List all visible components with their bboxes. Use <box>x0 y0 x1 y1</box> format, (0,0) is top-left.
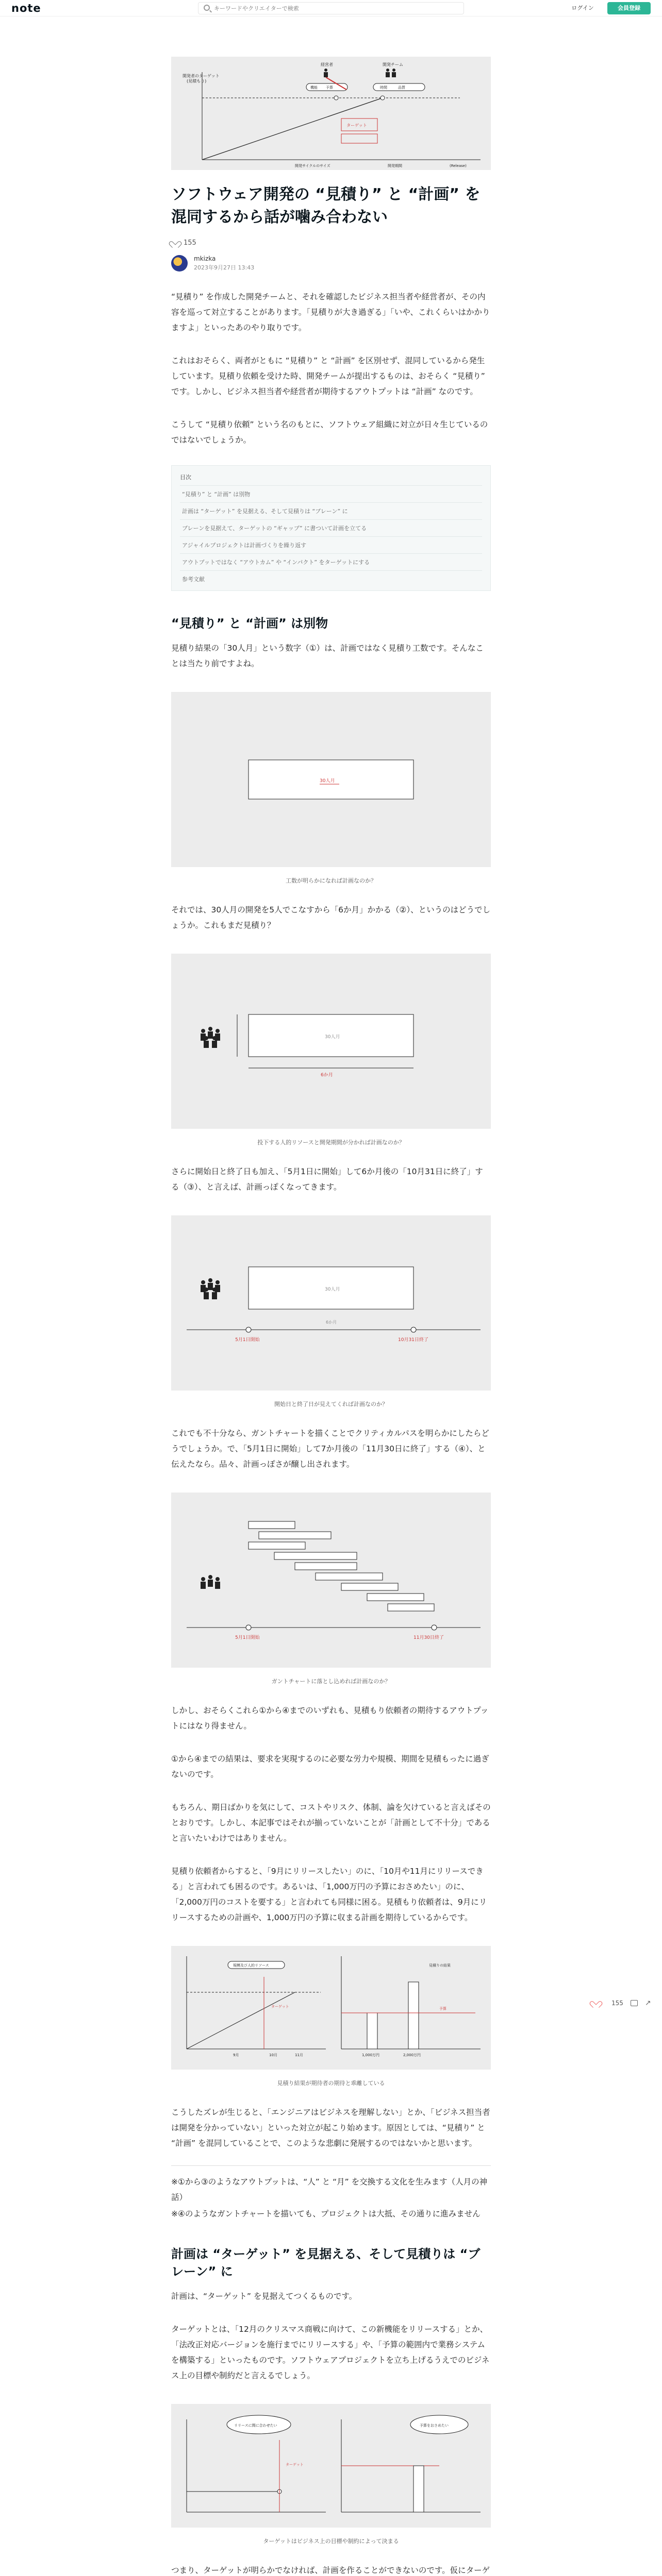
comment-icon[interactable] <box>631 2000 638 2006</box>
section-heading-2: 計画は “ターゲット” を見据える、そして見積りは “ブレーン” に <box>171 2247 481 2279</box>
svg-text:30人月: 30人月 <box>325 1035 340 1040</box>
note-1: ※①から③のようなアウトプットは、“人” と “月” を交換する文化を生みます（人月の神話） <box>171 2177 488 2202</box>
gap-diagram <box>171 1946 491 2070</box>
paragraph: つまり、ターゲットが明らかでなければ、計画を作ることができないのです。仮にターゲ <box>171 2566 490 2575</box>
side-like-count: 155 <box>611 1999 623 2007</box>
figure-duration <box>171 954 491 1129</box>
top-navigation-bar <box>0 0 662 16</box>
paragraph: ターゲットとは、「12月のクリスマス商戦に向けて、この新機能をリリースする」とか、「法改正対応バージョンを施行までにリリースする」や、「予算の範囲内で業務システムを構築する」といったものです。ソフトウェアプロジェクトを立ち上げるうえでのビジネス上の目標や制約だと言えるでしょう。 <box>171 2325 490 2380</box>
note-2: ※④のようなガントチャートを描いても、プロジェクトは大抵、その通りに進みません <box>171 2209 481 2218</box>
c6-label-1: 予算をおさめたい <box>420 2424 449 2428</box>
article-body <box>171 57 491 2576</box>
toc-item[interactable]: 参考文献 <box>180 570 482 587</box>
toc-item[interactable]: “見積り” と “計画” は別物 <box>180 485 482 502</box>
effort-diagram <box>171 692 491 867</box>
c6-label-0: リリースに間に合わせたい <box>234 2424 277 2428</box>
figure-caption: 見積り結果が期待者の期待と乖離している <box>277 2080 385 2087</box>
hero-diagram <box>171 57 491 170</box>
c5-label-6: 11月 <box>295 2053 303 2057</box>
avatar[interactable] <box>171 255 188 272</box>
hero-label-1: (見積もり) <box>187 79 207 83</box>
figure-dates <box>171 1215 491 1391</box>
figure-effort <box>171 692 491 867</box>
paragraph: こうしたズレが生じると、「エンジニアはビジネスを理解しない」とか、「ビジネス担当者は開発を分かっていない」といった対立が起こり始めます。原因としては、“見積り” と “計画” を混同していることで、このような悲劇に発展するのではないかと思います。 <box>171 2108 490 2148</box>
paragraph: しかし、おそらくこれら①から④までのいずれも、見積もり依頼者の期待するアウトプットにはなり得ません。 <box>171 1706 489 1731</box>
login-button[interactable]: ログイン <box>571 5 594 11</box>
post-date: 2023年9月27日 13:43 <box>194 264 255 271</box>
like-counter[interactable] <box>171 239 491 247</box>
svg-text:30人月: 30人月 <box>325 1287 340 1292</box>
author-block[interactable] <box>171 255 491 272</box>
note-logo[interactable]: note <box>11 2 41 14</box>
hero-label-9: 開発期間 <box>388 164 402 168</box>
signup-button[interactable]: 会員登録 <box>607 2 651 14</box>
duration-diagram <box>171 954 491 1129</box>
hero-label-6: 時間 <box>380 86 387 90</box>
paragraph: さらに開始日と終了日も加え、「5月1日に開始」して6か月後の「10月31日に終了」する（③）、と言えば、計画っぽくなってきます。 <box>171 1167 483 1192</box>
svg-text:5月1日開始: 5月1日開始 <box>235 1635 260 1640</box>
hero-label-3: 開発チーム <box>383 62 403 67</box>
toc-item[interactable]: アジャイルプロジェクトは計画づくりを繰り返す <box>180 536 482 553</box>
paragraph: 見積り依頼者からすると、「9月にリリースしたい」のに、「10月や11月にリリースできる」と言われても困るのです。あるいは、「1,000万円の予算におさめたい」のに、「2,000万円のコストを要する」と言われても同様に困る。見積もり依頼者は、9月にリリースするための計画や、1,000万円の予算に収まる計画を期待しているからです。 <box>171 1867 487 1922</box>
paragraph: 計画は、“ターゲット” を見据えてつくるものです。 <box>171 2292 357 2301</box>
paragraph: 見積り結果の「30人月」という数字（①）は、計画ではなく見積り工数です。そんなことは当たり前ですよね。 <box>171 643 484 668</box>
c6-label-2: ターゲット <box>286 2463 304 2467</box>
box-label-30: 30人月 <box>320 778 335 784</box>
figure-caption: ターゲットはビジネス上の目標や制約によって決まる <box>263 2538 399 2545</box>
dates-diagram <box>171 1215 491 1391</box>
paragraph: これでも不十分なら、ガントチャートを描くことでクリティカルパスを明らかにしたらどうでしょうか。で、「5月1日に開始」して7か月後の「11月30日に終了」する（④）、と伝えたなら。品々、計画っぽさが醸し出されます。 <box>171 1429 489 1469</box>
hero-label-11: (Release) <box>450 164 467 168</box>
hero-label-4: 機能 <box>310 86 318 90</box>
hero-label-10: ターゲット <box>346 123 367 128</box>
c5-label-5: 10月 <box>269 2053 277 2057</box>
paragraph: もちろん、期日ばかりを気にして、コストやリスク、体制、論を欠けていると言えばそのとおりです。しかし、本記事ではそれが揃っていないことが「計画として不十分」であると言いたいわけではありません。 <box>171 1803 491 1843</box>
hero-label-8: 開発サイクルのサイズ <box>295 164 330 168</box>
search-icon <box>204 5 210 11</box>
c5-label-2: ターゲット <box>271 2005 289 2009</box>
divider <box>171 2165 491 2166</box>
hero-label-7: 品質 <box>398 86 405 90</box>
share-icon[interactable]: ↗ <box>644 1999 651 2007</box>
c5-label-0: 規模及び人的リソース <box>233 1963 269 1968</box>
toc-item[interactable]: ブレーンを見据えて、ターゲットの “ギャップ” に書ついて計画を立てる <box>180 519 482 536</box>
figure-caption: 投下する人的リソースと開発期間が分かれば計画なのか？ <box>257 1139 405 1146</box>
toc-item[interactable]: アウトプットではなく “アウトカム” や “インパクト” をターゲットにする <box>180 553 482 570</box>
c5-label-7: 予算 <box>439 2007 446 2011</box>
intro-paragraph-2: これはおそらく、両者がともに “見積り” と “計画” を区別せず、混同しているから発生しています。見積り依頼を受けた時、開発チームが提出するものは、おそらく “見積り” です。しかし、ビジネス担当者や経営者が期待するアウトプットは “計画” なのです。 <box>171 356 485 396</box>
box-label-6: 6か月 <box>321 1073 333 1078</box>
figure-gantt <box>171 1493 491 1668</box>
c5-label-4: 9月 <box>233 2053 239 2057</box>
intro-paragraph-1: “見積り” を作成した開発チームと、それを確認したビジネス担当者や経営者が、その内容を巡って対立することがあります。「見積りが大き過ぎる」「いや、これくらいはかかりますよ」といったあのやり取りです。 <box>171 292 490 332</box>
date-end-2-label: 11月30日終了 <box>413 1635 444 1640</box>
hero-figure <box>171 57 491 170</box>
heart-icon[interactable] <box>171 240 178 247</box>
c5-label-8: 1,000万円 <box>362 2053 380 2057</box>
c5-label-9: 2,000万円 <box>403 2053 421 2057</box>
figure-caption: ガントチャートに落とし込めれば計画なのか？ <box>271 1678 391 1685</box>
floating-actions <box>592 1999 651 2007</box>
hero-label-5: 予算 <box>326 86 333 90</box>
paragraph: それでは、30人月の開発を5人でこなすから「6か月」かかる（②）、というのはどうでしょうか。これもまだ見積り？ <box>171 905 491 930</box>
svg-text:6か月: 6か月 <box>326 1320 337 1325</box>
gantt-diagram <box>171 1493 491 1668</box>
figure-target <box>171 2404 491 2528</box>
search-box[interactable] <box>198 2 464 14</box>
table-of-contents <box>171 465 491 591</box>
paragraph: ①から④までの結果は、要求を実現するのに必要な労力や規模、期間を見積もったに過ぎないのです。 <box>171 1754 489 1779</box>
target-diagram <box>171 2404 491 2528</box>
article-title: ソフトウェア開発の “見積り” と “計画” を混同するから話が噛み合わない <box>171 185 481 226</box>
author-name[interactable]: mkizka <box>194 255 216 262</box>
figure-gap <box>171 1946 491 2070</box>
intro-paragraph-3: こうして “見積り依頼” という名のもとに、ソフトウェア組織に対立が日々生じているのではないでしょうか。 <box>171 420 488 445</box>
heart-icon[interactable] <box>592 1999 599 2007</box>
toc-item[interactable]: 計画は “ターゲット” を見据える、そして見積りは “ブレーン” に <box>180 502 482 519</box>
c5-label-1: 見積りの結果 <box>429 1963 451 1968</box>
hero-label-0: 開発者のターゲット <box>183 74 220 78</box>
figure-caption: 開始日と終了日が見えてくれば計画なのか？ <box>274 1401 388 1408</box>
date-start-label: 5月1日開始 <box>235 1337 260 1343</box>
like-count: 155 <box>184 239 196 247</box>
date-end-label: 10月31日終了 <box>398 1337 428 1343</box>
figure-caption: 工数が明らかになれば計画なのか？ <box>286 877 376 884</box>
hero-label-2: 経営者 <box>321 62 333 67</box>
toc-heading: 目次 <box>180 474 191 481</box>
section-heading-1: “見積り” と “計画” は別物 <box>171 616 328 631</box>
search-input[interactable] <box>214 4 456 13</box>
